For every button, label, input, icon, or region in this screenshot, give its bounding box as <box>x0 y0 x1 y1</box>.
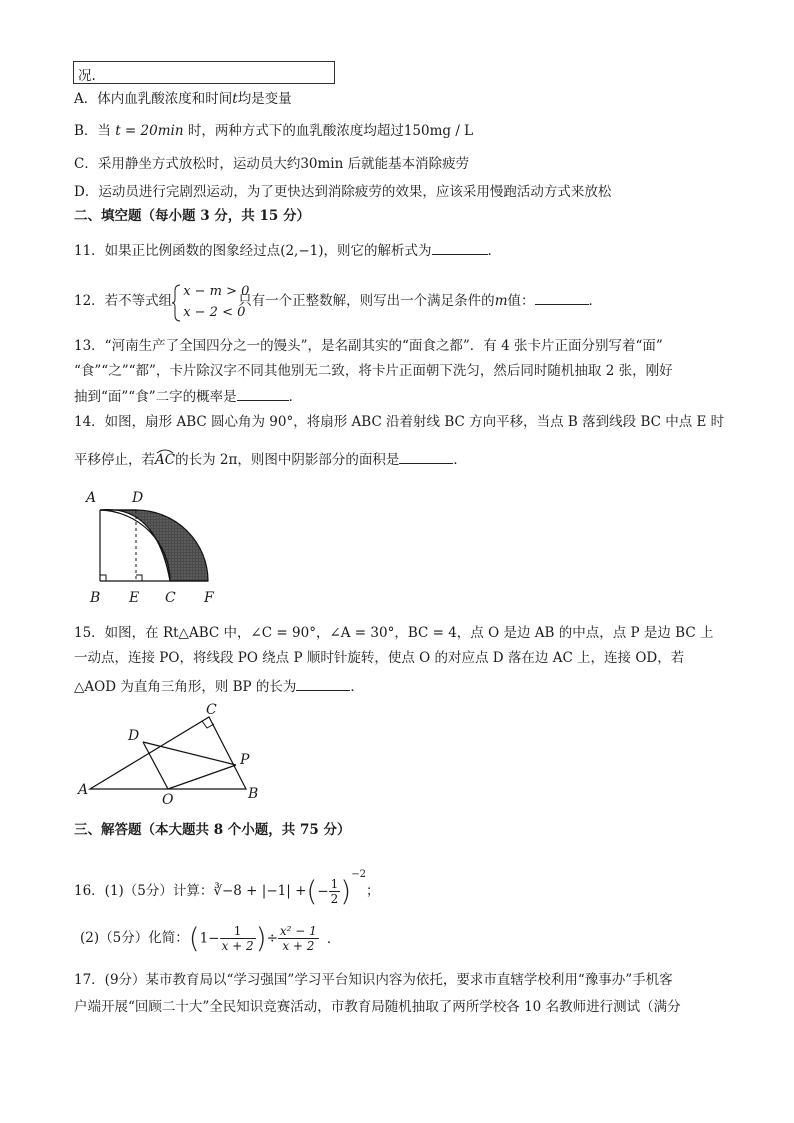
question-14-line-2: 平移停止，若AC 的长为 2π，则图中阴影部分的面积是 ． <box>74 449 467 469</box>
question-15-line-1: 15．如图，在 Rt△ABC 中，∠C = 90°，∠A = 30°，BC = 4，点 O 是边 AB 的中点，点 P 是边 BC 上 <box>74 625 714 641</box>
fraction-1-over-x-plus-2: $\frac{1}{x + 2}$ <box>221 924 254 953</box>
label-a: A <box>86 490 97 506</box>
figure-14 <box>82 490 232 605</box>
question-15-line-2: 一动点，连接 PO，将线段 PO 绕点 P 顺时针旋转，使点 O 的对应点 D 落在边 AC 上，连接 OD，若 <box>74 650 685 666</box>
question-15-line-3: △AOD 为直角三角形，则 BP 的长为 ． <box>74 676 364 696</box>
label-e: E <box>129 590 140 606</box>
answer-blank-11[interactable] <box>432 240 488 255</box>
arc-mark-icon <box>155 448 175 454</box>
label-d: D <box>128 728 140 744</box>
left-brace-icon <box>172 283 182 323</box>
label-b: B <box>90 590 101 606</box>
option-b: B．当 t = 20min 时，两种方式下的血乳酸浓度均超过150mg / L <box>74 123 474 139</box>
answer-blank-15[interactable] <box>296 676 350 691</box>
question-16-part-2: (2)（5分）化简：(1− $\frac{1}{x + 2}$ )÷ $\frac{\text{x² − 1}}{x + 2}$ ． <box>80 921 341 955</box>
question-13-line-3: 抽到“面”“食”二字的概率是 ． <box>74 386 302 406</box>
label-f: F <box>204 590 214 606</box>
option-a: A．体内血乳酸浓度和时间t均是变量 <box>74 91 292 107</box>
answer-blank-14[interactable] <box>399 449 453 464</box>
continuation-box <box>73 61 335 84</box>
section-3-heading: 三、解答题（本大题共 8 个小题，共 75 分） <box>74 822 351 838</box>
arc-ac: AC <box>155 452 175 468</box>
answer-blank-13[interactable] <box>237 386 289 401</box>
question-16-part-1: 16．(1)（5分）计算：∛−8 + |−1| +(− $\frac{1}{2}$ )$^{-2}$； <box>74 869 380 908</box>
option-c: C．采用静坐方式放松时，运动员大约30min 后就能基本消除疲劳 <box>74 156 470 172</box>
question-11: 11．如果正比例函数的图象经过点(2,−1)，则它的解析式为 ． <box>74 240 501 260</box>
label-p: P <box>240 752 250 768</box>
section-2-heading: 二、填空题（每小题 3 分，共 15 分） <box>74 208 310 224</box>
answer-blank-12[interactable] <box>535 290 589 305</box>
question-17-line-1: 17．(9分）某市教育局以“学习强国”学习平台知识内容为依托，要求市直辖学校利用“豫事办”手机客 <box>74 972 673 988</box>
label-o: O <box>162 792 174 808</box>
question-17-line-2: 户端开展“回顾二十大”全民知识竞赛活动，市教育局随机抽取了两所学校各 10 名教师进行测试（满分 <box>74 999 681 1015</box>
continuation-text: 况. <box>78 68 96 84</box>
question-14-line-1: 14．如图，扇形 ABC 圆心角为 90°，将扇形 ABC 沿着射线 BC 方向平移，当点 B 落到线段 BC 中点 E 时 <box>74 414 725 430</box>
fraction-one-half: $\frac{1}{2}$ <box>330 877 339 906</box>
option-d: D．运动员进行完剧烈运动，为了更快达到消除疲劳的效果，应该采用慢跑活动方式来放松 <box>74 184 612 200</box>
label-b: B <box>248 786 259 802</box>
inequality-system: x − m > 0 x − 2 < 0 <box>172 283 238 321</box>
question-12: 12．若不等式组 x − m > 0 x − 2 < 0 只有一个正整数解，则写出一个满足条件的m值： ． <box>74 281 602 321</box>
fraction-x2-minus-1: $\frac{\text{x² − 1}}{x + 2}$ <box>279 924 317 953</box>
shaded-region <box>100 510 208 581</box>
label-a: A <box>78 782 89 798</box>
label-c: C <box>206 702 217 718</box>
question-13-line-2: “食”“之”“都”，卡片除汉字不同其他别无二致，将卡片正面朝下洗匀，然后同时随机抽取 2 张，刚好 <box>74 363 673 379</box>
label-d: D <box>132 490 144 506</box>
figure-15 <box>76 698 276 808</box>
question-13-line-1: 13．“河南生产了全国四分之一的馒头”，是名副其实的“面食之都”．有 4 张卡片正面分别写着“面” <box>74 338 663 354</box>
label-c: C <box>165 590 176 606</box>
